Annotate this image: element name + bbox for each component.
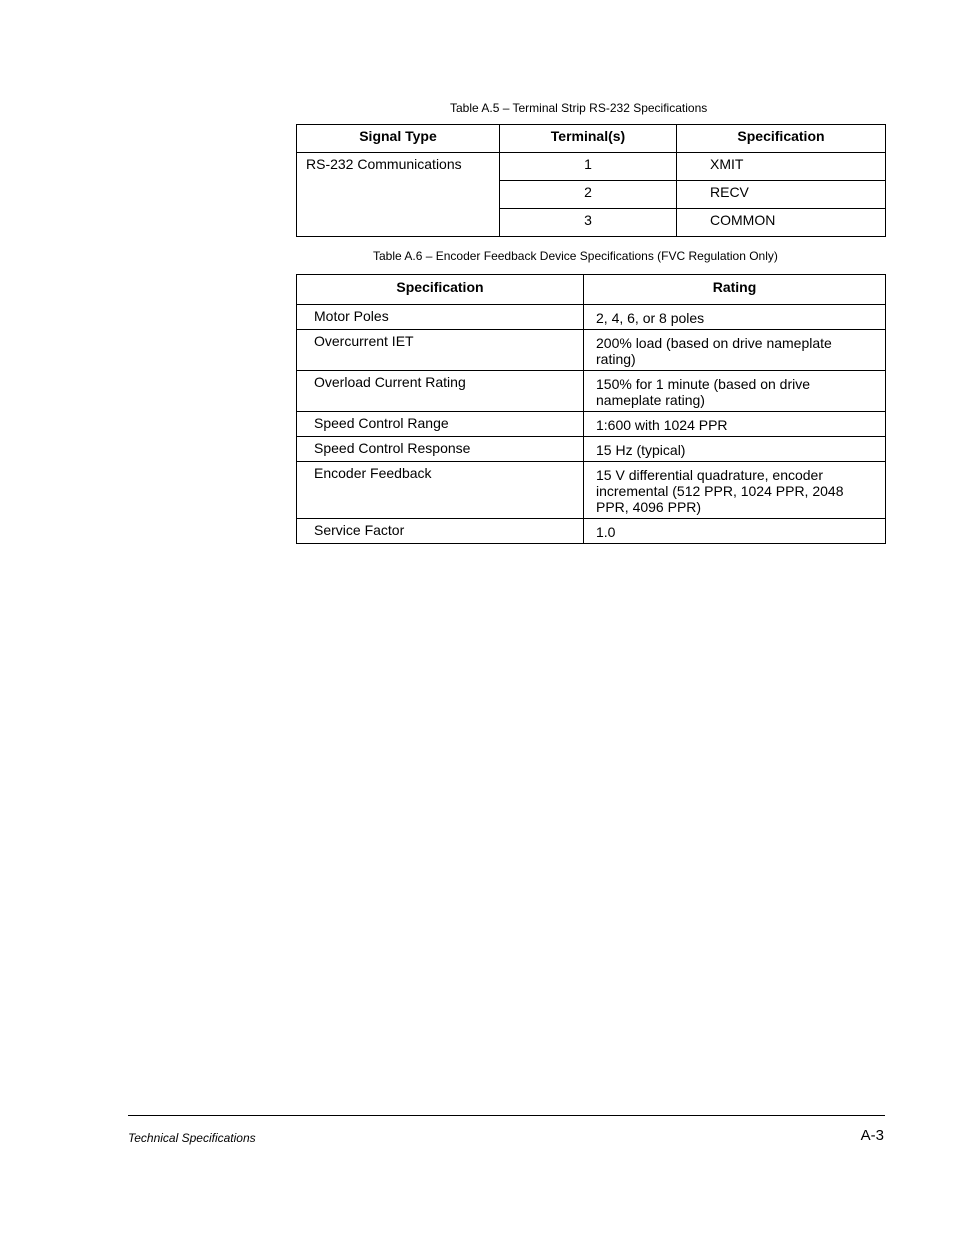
- table-row: [297, 305, 886, 330]
- column-header-specification: Specification: [297, 275, 584, 305]
- terminal-cell: 2: [500, 181, 677, 209]
- signal-type-cell: RS-232 Communications: [297, 153, 500, 237]
- rating-cell: 200% load (based on drive nameplate rating): [584, 330, 886, 371]
- table-a5: [296, 124, 886, 237]
- specification-cell: Speed Control Range: [297, 412, 584, 437]
- table-row: [297, 371, 886, 412]
- table-row: [297, 437, 886, 462]
- page-number: A-3: [860, 1127, 884, 1144]
- rating-cell: 2, 4, 6, or 8 poles: [584, 305, 886, 330]
- table-a6-caption: Table A.6 – Encoder Feedback Device Specifications (FVC Regulation Only): [373, 249, 778, 263]
- specification-cell: Motor Poles: [297, 305, 584, 330]
- rating-cell: 1:600 with 1024 PPR: [584, 412, 886, 437]
- column-header-terminals: Terminal(s): [500, 125, 677, 153]
- table-row: [297, 519, 886, 544]
- table-a5-header-row: [297, 125, 886, 153]
- specification-cell: Service Factor: [297, 519, 584, 544]
- specification-cell: XMIT: [677, 153, 886, 181]
- specification-cell: RECV: [677, 181, 886, 209]
- specification-cell: Speed Control Response: [297, 437, 584, 462]
- table-a6-header-row: [297, 275, 886, 305]
- column-header-rating: Rating: [584, 275, 886, 305]
- footer-divider: [128, 1115, 885, 1116]
- specification-cell: Overcurrent IET: [297, 330, 584, 371]
- column-header-signal-type: Signal Type: [297, 125, 500, 153]
- terminal-cell: 3: [500, 209, 677, 237]
- table-row: [297, 153, 886, 181]
- table-a6: [296, 274, 886, 544]
- table-a5-caption: Table A.5 – Terminal Strip RS-232 Specifications: [450, 101, 708, 115]
- footer-section-title: Technical Specifications: [128, 1131, 256, 1145]
- table-row: [297, 462, 886, 519]
- table-row: [297, 412, 886, 437]
- rating-cell: 15 Hz (typical): [584, 437, 886, 462]
- table-row: [297, 330, 886, 371]
- terminal-cell: 1: [500, 153, 677, 181]
- specification-cell: Overload Current Rating: [297, 371, 584, 412]
- rating-cell: 1.0: [584, 519, 886, 544]
- column-header-specification: Specification: [677, 125, 886, 153]
- specification-cell: COMMON: [677, 209, 886, 237]
- specification-cell: Encoder Feedback: [297, 462, 584, 519]
- rating-cell: 15 V differential quadrature, encoder incremental (512 PPR, 1024 PPR, 2048 PPR, 4096 PPR): [584, 462, 886, 519]
- rating-cell: 150% for 1 minute (based on drive nameplate rating): [584, 371, 886, 412]
